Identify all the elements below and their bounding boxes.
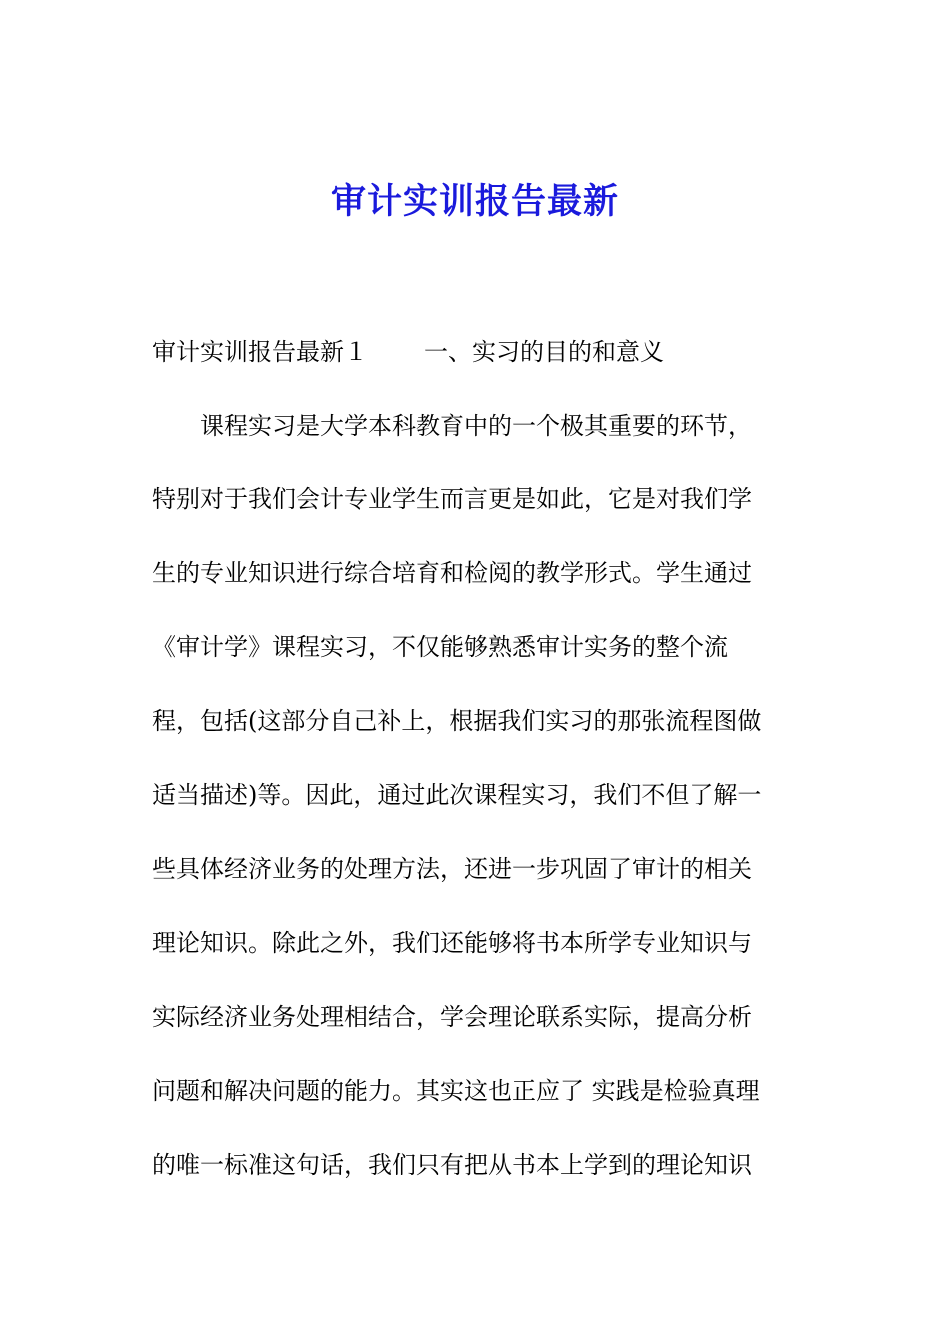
paragraph-line: 适当描述)等。因此，通过此次课程实习，我们不但了解一 (152, 781, 762, 809)
paragraph-line: 课程实习是大学本科教育中的一个极其重要的环节， (200, 412, 752, 440)
paragraph-line: 生的专业知识进行综合培育和检阅的教学形式。学生通过 (152, 559, 752, 587)
heading-label: 审计实训报告最新１ (152, 338, 368, 366)
paragraph-line: 程，包括(这部分自己补上，根据我们实习的那张流程图做 (152, 707, 762, 735)
paragraph-line: 《审计学》课程实习，不仅能够熟悉审计实务的整个流 (152, 633, 728, 661)
paragraph-line: 理论知识。除此之外，我们还能够将书本所学专业知识与 (152, 929, 752, 957)
paragraph-line: 的唯一标准这句话，我们只有把从书本上学到的理论知识 (152, 1151, 752, 1179)
section-title: 一、实习的目的和意义 (424, 338, 664, 366)
section-heading (152, 334, 664, 370)
paragraph-line: 实际经济业务处理相结合，学会理论联系实际，提高分析 (152, 1003, 752, 1031)
document-title: 审计实训报告最新 (330, 181, 619, 222)
paragraph-line: 些具体经济业务的处理方法，还进一步巩固了审计的相关 (152, 855, 752, 883)
paragraph-line: 特别对于我们会计专业学生而言更是如此，它是对我们学 (152, 485, 752, 513)
paragraph-line: 问题和解决问题的能力。其实这也正应了 实践是检验真理 (152, 1077, 760, 1105)
